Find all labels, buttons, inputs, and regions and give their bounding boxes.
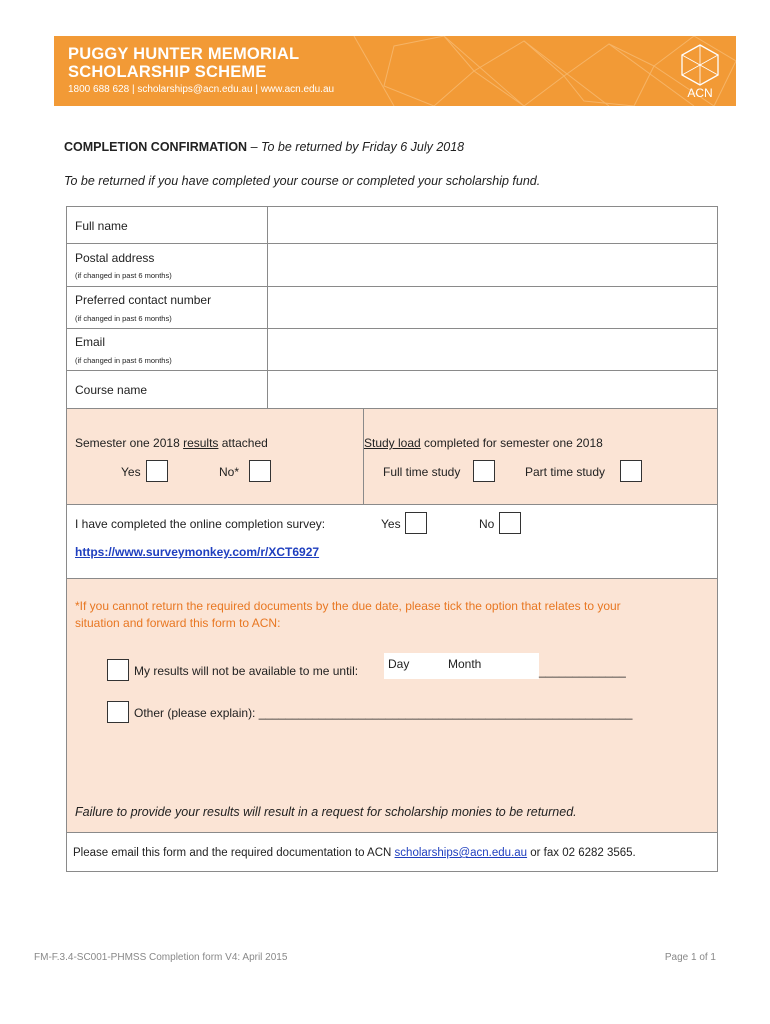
part-time-checkbox[interactable]: [620, 460, 642, 482]
full-time-label: Full time study: [383, 465, 461, 479]
survey-no-label: No: [479, 517, 495, 531]
banner-contact: 1800 688 628 | scholarships@acn.edu.au | www.acn.edu.au: [68, 84, 335, 95]
row-email-instructions: [67, 833, 717, 871]
acn-logo-text: ACN: [687, 86, 713, 99]
results-no-checkbox[interactable]: [249, 460, 271, 482]
row-course-name: [67, 371, 717, 409]
page-title: [64, 140, 464, 154]
label-column-divider: [267, 207, 268, 409]
postal-address-label: Postal address: [75, 251, 155, 265]
title-bold: COMPLETION CONFIRMATION: [64, 140, 248, 154]
survey-yes-label: Yes: [381, 517, 401, 531]
results-attached-label: Semester one 2018 results attached: [75, 436, 268, 450]
row-survey: [67, 505, 717, 579]
notice-line1: *If you cannot return the required documents by the due date, please tick the option that relates to your: [75, 599, 621, 613]
survey-question: I have completed the online completion survey:: [75, 517, 326, 531]
email-hint: (if changed in past 6 months): [75, 356, 172, 365]
postal-address-hint: (if changed in past 6 months): [75, 271, 172, 280]
row-email: [67, 329, 717, 371]
contact-number-hint: (if changed in past 6 months): [75, 314, 172, 323]
option-results-unavailable-checkbox[interactable]: [107, 659, 129, 681]
acn-logo-icon: [678, 43, 722, 99]
day-input[interactable]: Day: [388, 657, 410, 671]
header-banner: [54, 36, 736, 106]
row-late-notice: [67, 579, 717, 833]
results-yes-label: Yes: [121, 465, 141, 479]
footer-form-code: FM-F.3.4-SC001-PHMSS Completion form V4: April 2015: [34, 952, 288, 963]
title-due-date: To be returned by Friday 6 July 2018: [261, 140, 465, 154]
part-time-label: Part time study: [525, 465, 606, 479]
option-other-checkbox[interactable]: [107, 701, 129, 723]
title-dash: –: [247, 140, 261, 154]
email-label: Email: [75, 335, 106, 349]
completion-form: [66, 206, 718, 872]
survey-no-checkbox[interactable]: [499, 512, 521, 534]
failure-warning: Failure to provide your results will result in a request for scholarship monies to be returned.: [75, 805, 577, 819]
results-column-divider: [363, 409, 364, 505]
banner-title-line2: SCHOLARSHIP SCHEME: [68, 63, 267, 81]
contact-number-label: Preferred contact number: [75, 293, 212, 307]
notice-line2: situation and forward this form to ACN:: [75, 616, 281, 630]
results-yes-checkbox[interactable]: [146, 460, 168, 482]
scholarships-email-link[interactable]: scholarships@acn.edu.au: [394, 847, 528, 859]
page-subtitle: To be returned if you have completed your course or completed your scholarship fund.: [64, 174, 541, 188]
study-load-label: Study load completed for semester one 2018: [364, 436, 603, 450]
survey-link[interactable]: https://www.surveymonkey.com/r/XCT6927: [75, 545, 320, 559]
results-no-label: No*: [219, 465, 240, 479]
year-blank: _____________: [539, 664, 626, 678]
row-results-study-load: [67, 409, 717, 505]
survey-yes-checkbox[interactable]: [405, 512, 427, 534]
full-name-label: Full name: [75, 219, 128, 233]
month-input[interactable]: Month: [448, 657, 482, 671]
date-input-area: [384, 653, 539, 679]
row-postal-address: [67, 244, 717, 287]
study-load-underlined: Study load: [364, 436, 421, 450]
row-contact-number: [67, 287, 717, 329]
email-instructions: Please email this form and the required documentation to ACN scholarships@acn.edu.au or fax 02 6282 3565.: [73, 847, 636, 859]
footer-page-number: Page 1 of 1: [664, 952, 716, 963]
course-name-label: Course name: [75, 383, 148, 397]
option-other-label: Other (please explain): ________________________________________________________: [134, 706, 633, 720]
full-time-checkbox[interactable]: [473, 460, 495, 482]
banner-title-line1: PUGGY HUNTER MEMORIAL: [68, 45, 300, 63]
row-full-name: [67, 207, 717, 244]
option-results-unavailable-label: My results will not be available to me until:: [134, 664, 359, 678]
results-underlined: results: [183, 436, 219, 450]
